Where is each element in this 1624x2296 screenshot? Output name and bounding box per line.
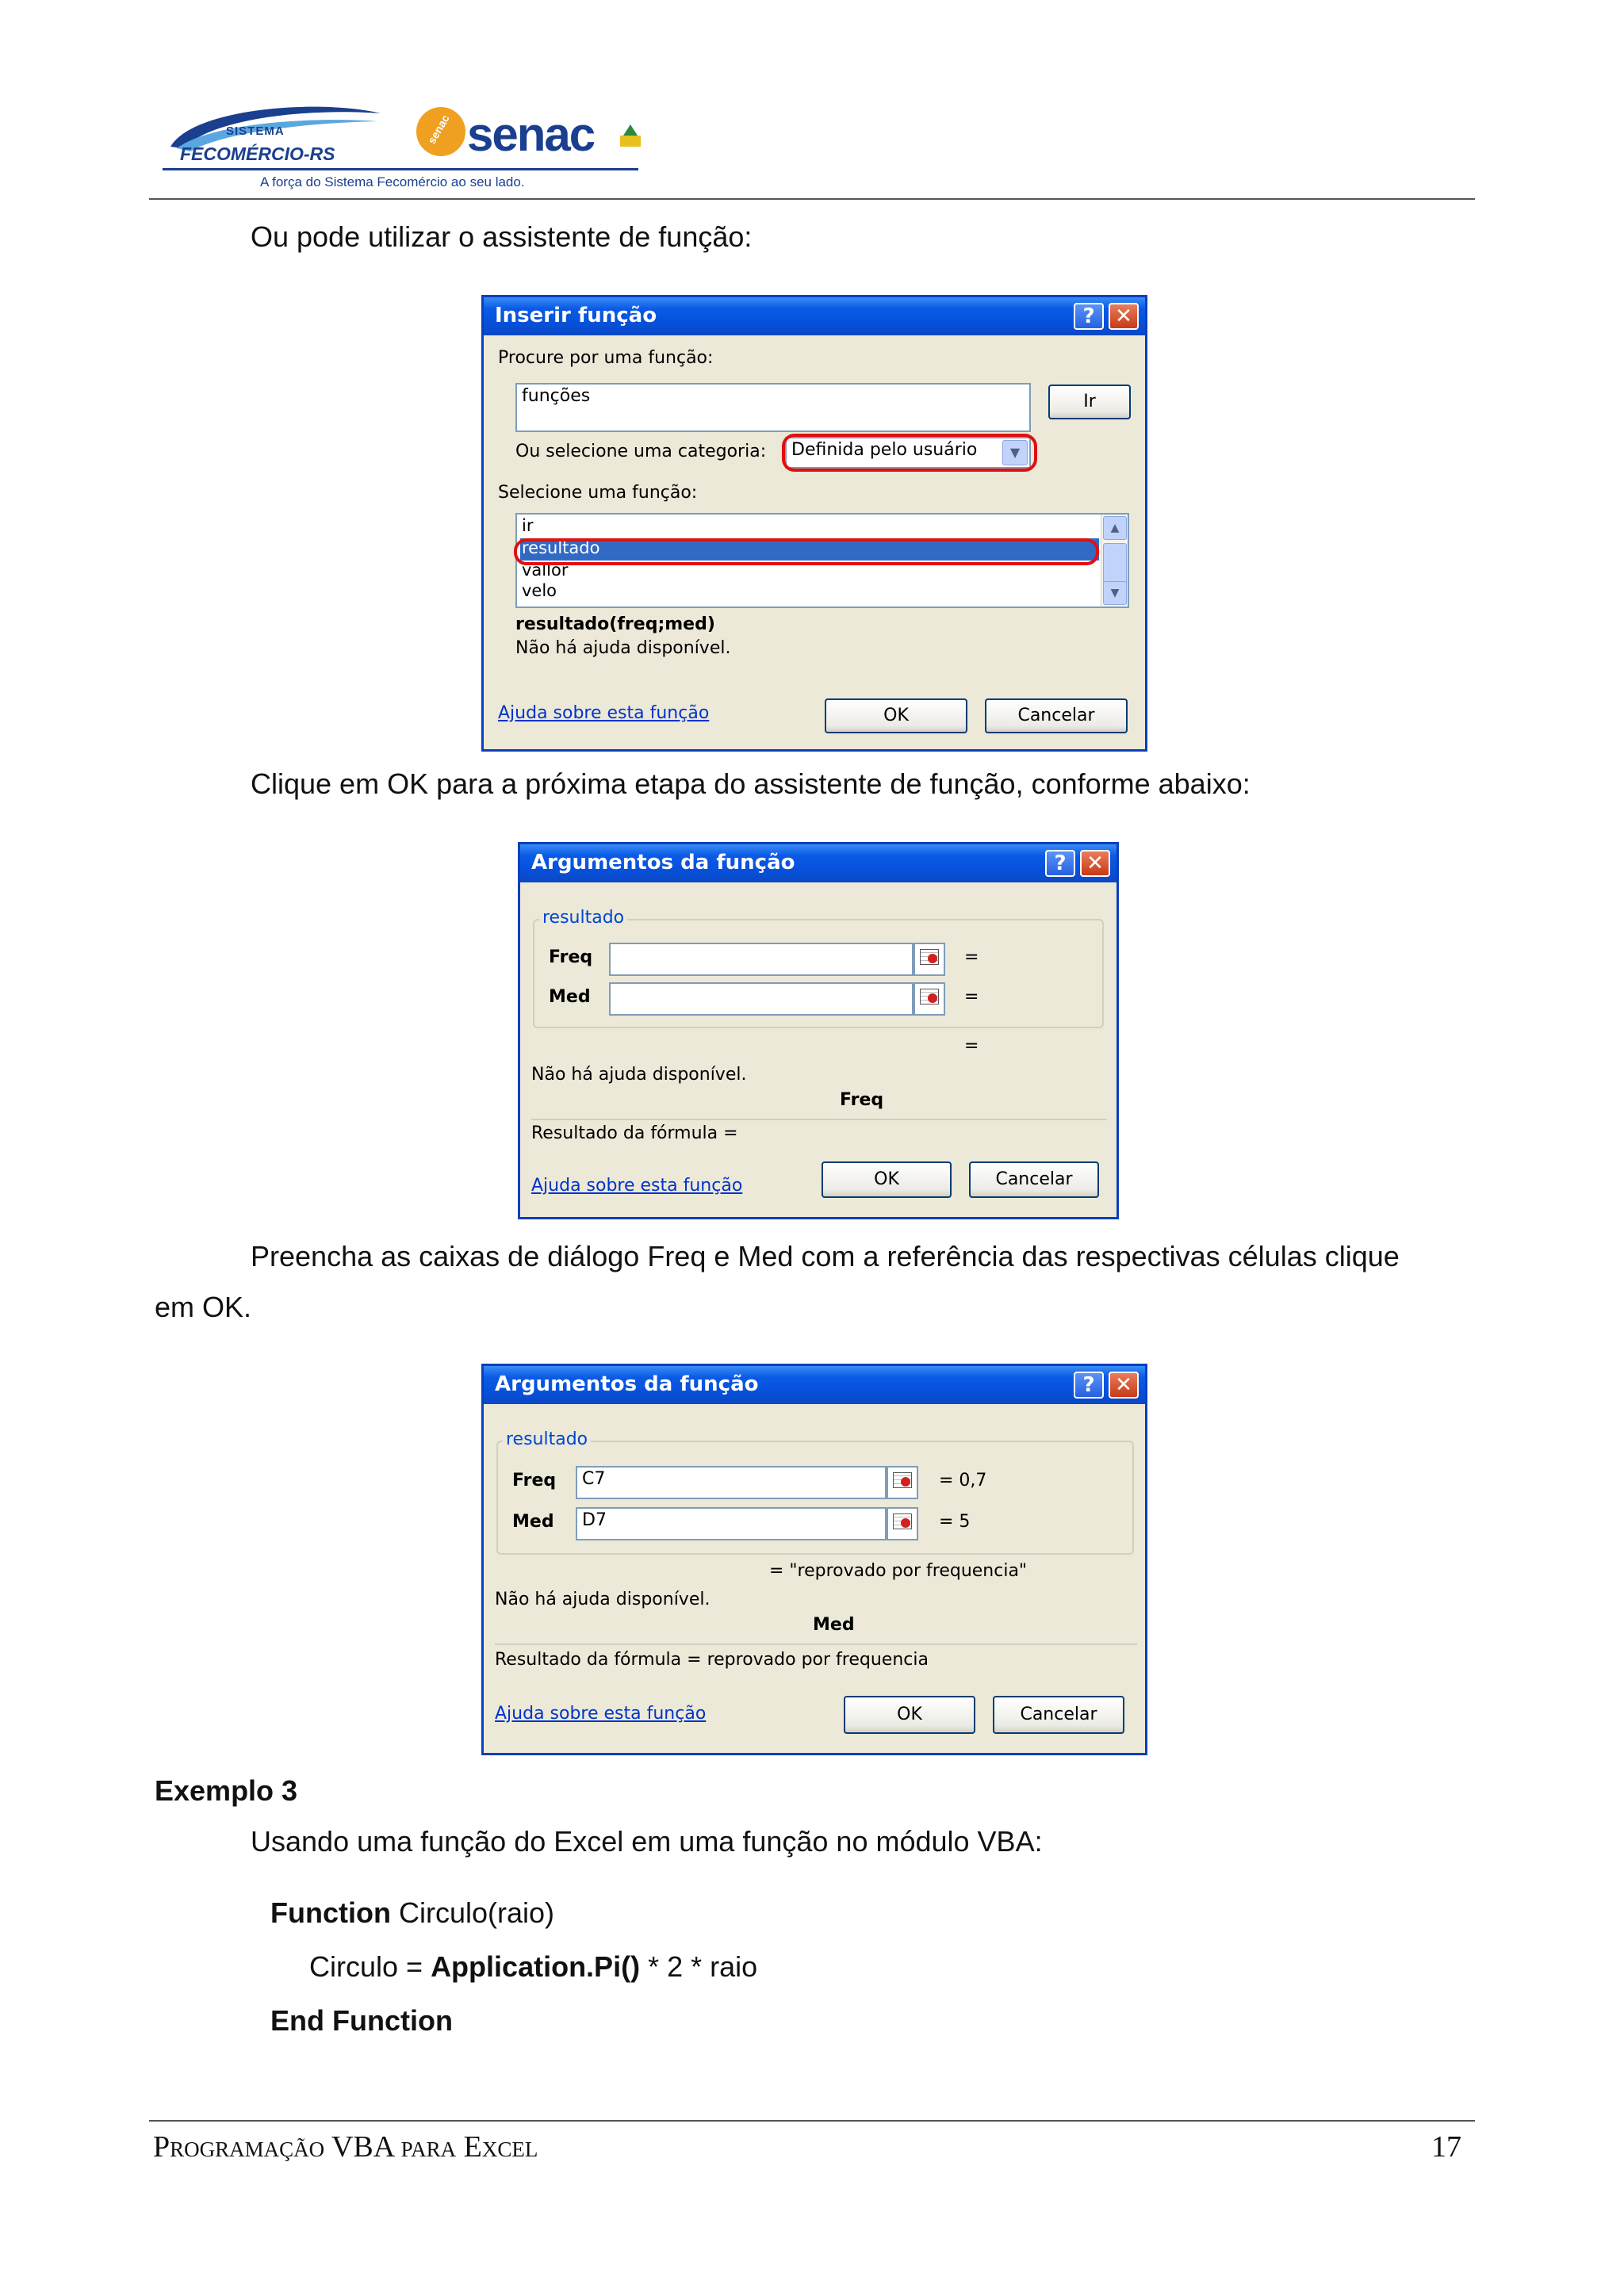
arg-freq-label: Freq	[512, 1471, 557, 1490]
group-title: resultado	[539, 908, 627, 928]
code-text: Circulo(raio)	[390, 1896, 555, 1929]
med-result: = 5	[939, 1512, 971, 1532]
search-input[interactable]: funções	[515, 383, 1031, 432]
dialog-title: Argumentos da função	[484, 1366, 1145, 1404]
paragraph-3-line2: em OK.	[155, 1291, 252, 1323]
separator	[531, 1119, 1107, 1120]
collapse-dialog-icon[interactable]	[914, 943, 945, 976]
close-icon[interactable]: ✕	[1109, 1372, 1139, 1399]
cancel-button[interactable]: Cancelar	[969, 1161, 1099, 1198]
help-icon[interactable]: ?	[1074, 303, 1104, 330]
paragraph-2: Clique em OK para a próxima etapa do assistente de função, conforme abaixo:	[251, 767, 1251, 800]
code-line-2	[309, 1950, 757, 1984]
senac-badge-icon: senac	[416, 107, 465, 156]
category-label: Ou selecione uma categoria:	[515, 442, 767, 461]
dialog-title: Inserir função	[484, 297, 1145, 335]
footer-title: Programação VBA para Excel	[153, 2130, 538, 2164]
function-result-eq: = "reprovado por frequencia"	[769, 1561, 1028, 1581]
no-help-text: Não há ajuda disponível.	[495, 1590, 710, 1609]
function-arguments-dialog-filled	[481, 1364, 1147, 1755]
paragraph-4: Usando uma função do Excel em uma função no módulo VBA:	[251, 1825, 1043, 1858]
arg-med-label: Med	[549, 987, 591, 1007]
current-argument-name: Freq	[840, 1090, 884, 1110]
go-button[interactable]: Ir	[1048, 385, 1131, 419]
arg-med-label: Med	[512, 1512, 554, 1532]
med-input[interactable]	[609, 982, 914, 1016]
example-heading: Exemplo 3	[155, 1774, 298, 1807]
senac-wordmark: senac	[467, 108, 595, 161]
select-function-label: Selecione uma função:	[498, 483, 698, 503]
collapse-dialog-icon[interactable]	[887, 1466, 918, 1499]
no-help-text: Não há ajuda disponível.	[531, 1065, 747, 1085]
collapse-dialog-icon[interactable]	[914, 982, 945, 1016]
help-link[interactable]: Ajuda sobre esta função	[498, 703, 710, 723]
code-keyword: Application.Pi()	[431, 1950, 641, 1983]
help-link[interactable]: Ajuda sobre esta função	[495, 1704, 707, 1724]
help-icon[interactable]: ?	[1045, 850, 1075, 877]
close-icon[interactable]: ✕	[1109, 303, 1139, 330]
separator	[495, 1644, 1137, 1645]
help-link[interactable]: Ajuda sobre esta função	[531, 1176, 743, 1196]
function-signature: resultado(freq;med)	[515, 614, 715, 634]
selected-function-highlight-oval	[514, 538, 1099, 565]
category-value: Definida pelo usuário	[791, 440, 978, 460]
page-number: 17	[1431, 2130, 1461, 2164]
list-item-selected[interactable]: resultado	[520, 538, 1099, 561]
fecomercio-line1: SISTEMA	[226, 124, 285, 138]
arg-freq-label: Freq	[549, 947, 593, 967]
group-title: resultado	[503, 1429, 591, 1449]
med-input[interactable]: D7	[576, 1507, 887, 1540]
code-line-1	[270, 1896, 554, 1930]
paragraph-1: Ou pode utilizar o assistente de função:	[251, 220, 753, 253]
header-accent-line	[163, 168, 638, 170]
no-help-text: Não há ajuda disponível.	[515, 638, 731, 658]
cancel-button[interactable]: Cancelar	[993, 1696, 1124, 1734]
cancel-button[interactable]: Cancelar	[985, 698, 1128, 733]
current-argument-name: Med	[813, 1615, 855, 1635]
scroll-down-icon[interactable]: ▼	[1103, 581, 1127, 605]
ok-button[interactable]: OK	[822, 1161, 952, 1198]
freq-input[interactable]: C7	[576, 1466, 887, 1499]
list-item[interactable]: ir	[522, 516, 534, 535]
footer-rule	[149, 2120, 1475, 2122]
ok-button[interactable]: OK	[844, 1696, 975, 1734]
function-arguments-dialog-empty	[518, 842, 1119, 1219]
formula-result: Resultado da fórmula =	[531, 1123, 738, 1143]
category-highlight-oval	[782, 434, 1037, 472]
freq-input[interactable]	[609, 943, 914, 976]
med-result: =	[964, 987, 979, 1007]
fecomercio-line2: FECOMÉRCIO-RS	[180, 144, 335, 164]
list-item[interactable]: velo	[522, 581, 557, 600]
collapse-dialog-icon[interactable]	[887, 1507, 918, 1540]
senac-emblem-icon	[619, 121, 642, 148]
freq-result: =	[964, 947, 979, 967]
header-tagline: A força do Sistema Fecomércio ao seu lado.	[260, 174, 525, 189]
fecomercio-logo	[163, 99, 385, 178]
ok-button[interactable]: OK	[825, 698, 967, 733]
close-icon[interactable]: ✕	[1080, 850, 1110, 877]
code-text: * 2 * raio	[640, 1950, 758, 1983]
formula-result: Resultado da fórmula = reprovado por frequencia	[495, 1650, 929, 1670]
code-line-3: End Function	[270, 2004, 453, 2037]
help-icon[interactable]: ?	[1074, 1372, 1104, 1399]
function-result-eq: =	[964, 1036, 979, 1056]
chevron-down-icon[interactable]: ▼	[1002, 440, 1028, 465]
dialog-title: Argumentos da função	[520, 844, 1116, 882]
code-text: Circulo =	[309, 1950, 431, 1983]
list-item[interactable]: vallor	[522, 561, 569, 580]
code-keyword: Function	[270, 1896, 391, 1929]
paragraph-3-line1: Preencha as caixas de diálogo Freq e Med com a referência das respectivas células clique	[251, 1240, 1400, 1272]
header-rule	[149, 198, 1475, 200]
scroll-up-icon[interactable]: ▲	[1103, 516, 1127, 540]
list-scrollbar[interactable]	[1101, 515, 1128, 607]
insert-function-dialog	[481, 295, 1147, 752]
search-label: Procure por uma função:	[498, 348, 714, 368]
freq-result: = 0,7	[939, 1471, 987, 1490]
